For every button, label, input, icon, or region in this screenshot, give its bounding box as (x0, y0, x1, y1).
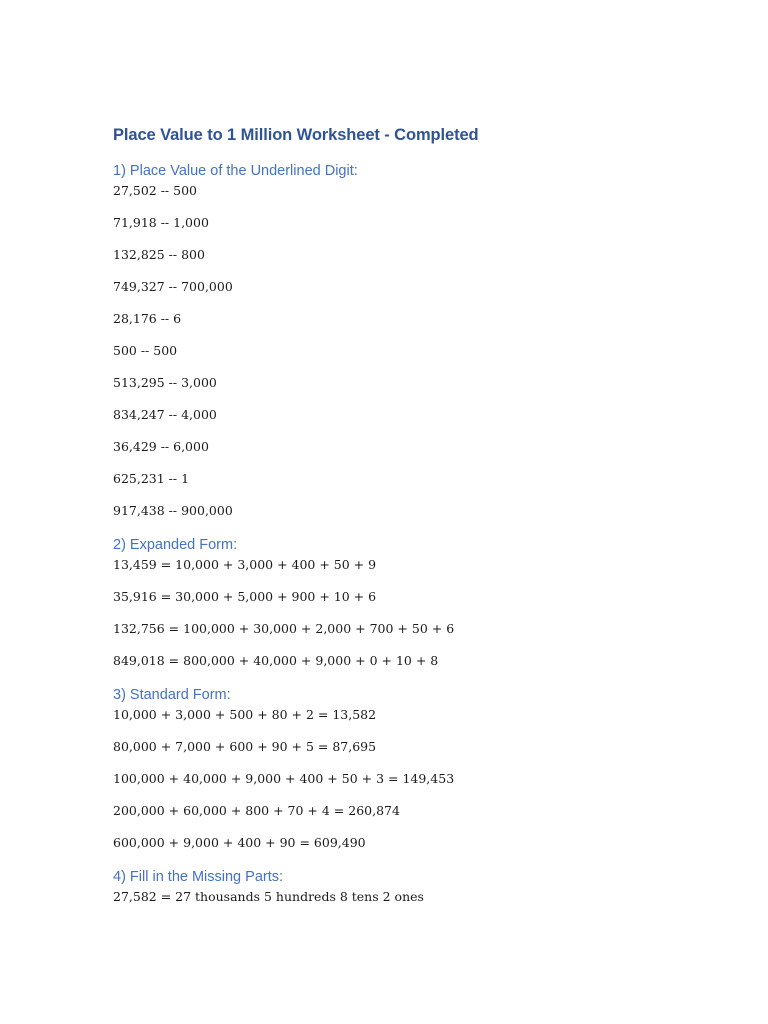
section-heading-expanded-form: 2) Expanded Form: (113, 537, 238, 553)
answer-line: 849,018 = 800,000 + 40,000 + 9,000 + 0 + 10 + 8 (113, 653, 439, 668)
answer-line: 35,916 = 30,000 + 5,000 + 900 + 10 + 6 (113, 589, 377, 604)
answer-line: 200,000 + 60,000 + 800 + 70 + 4 = 260,874 (113, 803, 400, 818)
section-heading-place-value: 1) Place Value of the Underlined Digit: (113, 163, 358, 179)
answer-line: 917,438 -- 900,000 (113, 503, 233, 518)
answer-line: 600,000 + 9,000 + 400 + 90 = 609,490 (113, 835, 366, 850)
answer-line: 10,000 + 3,000 + 500 + 80 + 2 = 13,582 (113, 707, 377, 722)
answer-line: 100,000 + 40,000 + 9,000 + 400 + 50 + 3 = 149,453 (113, 771, 455, 786)
answer-line: 132,825 -- 800 (113, 247, 205, 262)
worksheet-page (113, 124, 713, 905)
answer-line: 500 -- 500 (113, 343, 178, 358)
answer-line: 834,247 -- 4,000 (113, 407, 217, 422)
answer-line: 80,000 + 7,000 + 600 + 90 + 5 = 87,695 (113, 739, 377, 754)
answer-line: 71,918 -- 1,000 (113, 215, 209, 230)
answer-line: 513,295 -- 3,000 (113, 375, 217, 390)
answer-line: 749,327 -- 700,000 (113, 279, 233, 294)
answer-line: 132,756 = 100,000 + 30,000 + 2,000 + 700 + 50 + 6 (113, 621, 455, 636)
answer-line: 13,459 = 10,000 + 3,000 + 400 + 50 + 9 (113, 557, 377, 572)
answer-line: 36,429 -- 6,000 (113, 439, 209, 454)
answer-line: 28,176 -- 6 (113, 311, 182, 326)
section-heading-missing-parts: 4) Fill in the Missing Parts: (113, 869, 284, 885)
section-heading-standard-form: 3) Standard Form: (113, 687, 231, 703)
answer-line: 625,231 -- 1 (113, 471, 190, 486)
answer-line: 27,502 -- 500 (113, 183, 197, 198)
answer-line: 27,582 = 27 thousands 5 hundreds 8 tens 2 ones (113, 889, 424, 904)
document-title: Place Value to 1 Million Worksheet - Completed (113, 126, 479, 144)
